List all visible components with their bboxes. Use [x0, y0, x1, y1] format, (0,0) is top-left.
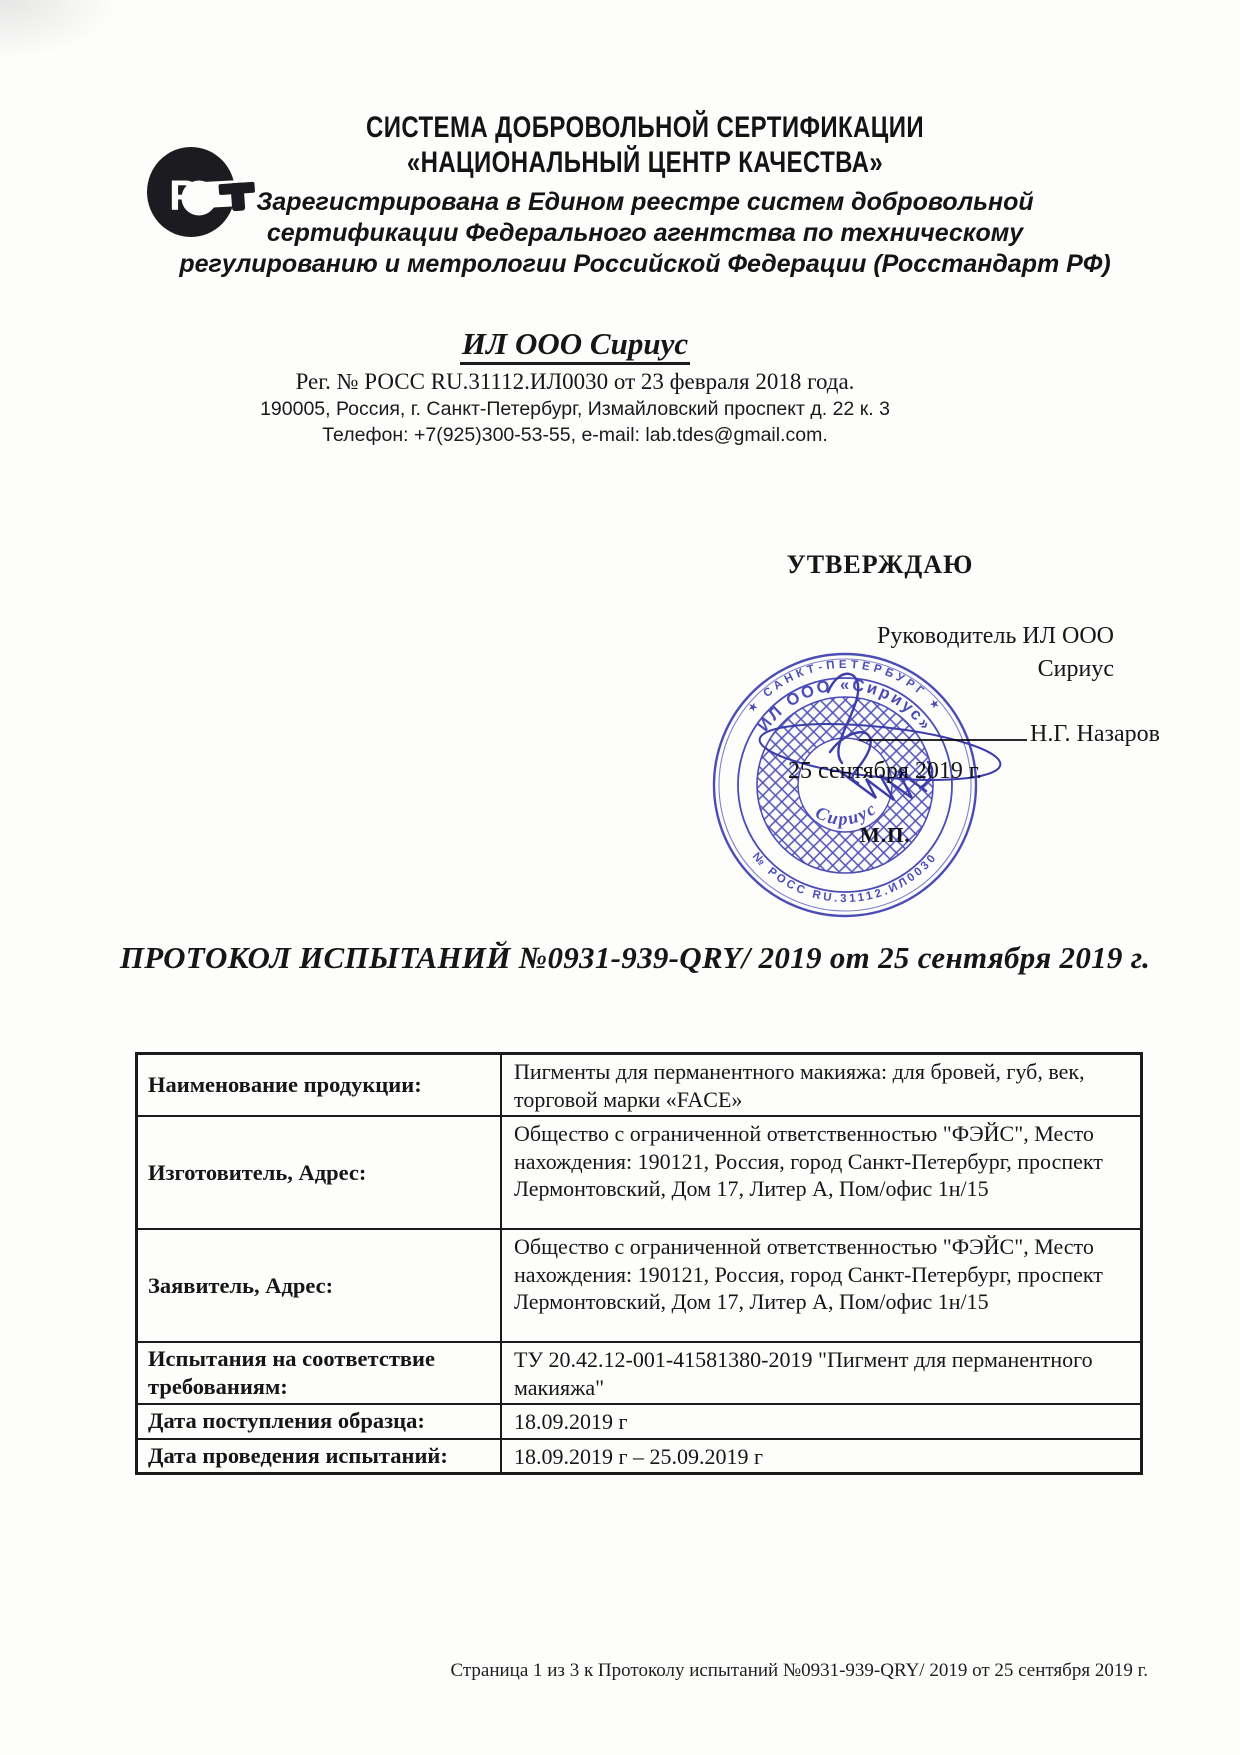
row-value: Общество с ограниченной ответственностью "ФЭЙС", Место нахождения: 190121, Россия, город Санкт-Петербург, проспект Лермонтовский, Дом 17, Литер А, Пом/офис 1н/15: [500, 1230, 1140, 1341]
lab-name: ИЛ ООО Сириус: [0, 324, 1150, 364]
table-row: [138, 1115, 1140, 1228]
row-value: Общество с ограниченной ответственностью "ФЭЙС", Место нахождения: 190121, Россия, город Санкт-Петербург, проспект Лермонтовский, Дом 17, Литер А, Пом/офис 1н/15: [500, 1117, 1140, 1228]
cert-system-title-line1: СИСТЕМА ДОБРОВОЛЬНОЙ СЕРТИФИКАЦИИ: [365, 111, 925, 144]
table-row: [138, 1228, 1140, 1341]
row-value: Пигменты для перманентного макияжа: для бровей, губ, век, торговой марки «FACE»: [500, 1055, 1140, 1115]
approver-position-line2: Сириус: [1037, 656, 1114, 682]
lab-info-block: [0, 324, 1150, 448]
signature-line: [859, 715, 1027, 741]
table-row: [138, 1055, 1140, 1115]
approval-date: 25 сентября 2019 г.: [788, 758, 983, 784]
protocol-title: ПРОТОКОЛ ИСПЫТАНИЙ №0931-939-QRY/ 2019 от 25 сентября 2019 г.: [119, 940, 1151, 975]
row-label: Дата проведения испытаний:: [148, 1442, 448, 1468]
row-label: Испытания на соответствие требованиям:: [148, 1346, 436, 1399]
lab-address: 190005, Россия, г. Санкт-Петербург, Измайловский проспект д. 22 к. 3: [260, 398, 890, 420]
row-label: Дата поступления образца:: [148, 1408, 425, 1434]
svg-text:№ РОСС RU.31112.ИЛ0030: [750, 851, 940, 905]
row-label: Заявитель, Адрес:: [148, 1272, 334, 1298]
stamp-center-text: Сириус: [812, 797, 881, 829]
info-table: [135, 1052, 1143, 1475]
approval-block: [859, 620, 1160, 751]
lab-registration: Рег. № РОСС RU.31112.ИЛ0030 от 23 февраля 2018 года.: [295, 369, 855, 394]
stamp-org-text: ИЛ ООО «Сириус»: [754, 675, 936, 735]
row-label: Изготовитель, Адрес:: [148, 1159, 367, 1185]
lab-contacts: Телефон: +7(925)300-53-55, e-mail: lab.tdes@gmail.com.: [322, 424, 828, 446]
certification-header: [50, 110, 1240, 280]
cert-system-subtitle-line3: регулированию и метрологии Российской Федерации (Росстандарт РФ): [179, 250, 1111, 278]
row-value: ТУ 20.42.12-001-41581380-2019 "Пигмент для перманентного макияжа": [500, 1343, 1140, 1403]
row-label: Наименование продукции:: [148, 1072, 422, 1097]
row-value: 18.09.2019 г: [500, 1405, 1140, 1438]
seal-place-mark: М.П.: [860, 823, 911, 847]
stamp-city-text: ★ САНКТ-ПЕТЕРБУРГ ★: [745, 658, 945, 716]
svg-text:Р: Р: [169, 172, 198, 220]
approver-position-line1: Руководитель ИЛ ООО: [877, 623, 1114, 649]
table-row: [138, 1341, 1140, 1403]
row-value: 18.09.2019 г – 25.09.2019 г: [500, 1440, 1140, 1473]
cert-system-title-line2: «НАЦИОНАЛЬНЫЙ ЦЕНТР КАЧЕСТВА»: [406, 146, 884, 179]
cert-system-subtitle-line2: сертификации Федерального агентства по техническому: [266, 219, 1024, 247]
signer-name: Н.Г. Назаров: [1030, 721, 1160, 747]
approve-label: УТВЕРЖДАЮ: [786, 550, 974, 579]
page-footer: Страница 1 из 3 к Протоколу испытаний №0931-939-QRY/ 2019 от 25 сентября 2019 г.: [450, 1660, 1148, 1681]
table-row: [138, 1438, 1140, 1473]
stamp-reg-text: № РОСС RU.31112.ИЛ0030: [749, 850, 941, 906]
table-row: [138, 1403, 1140, 1438]
cert-system-subtitle-line1: Зарегистрирована в Едином реестре систем добровольной: [256, 188, 1034, 216]
